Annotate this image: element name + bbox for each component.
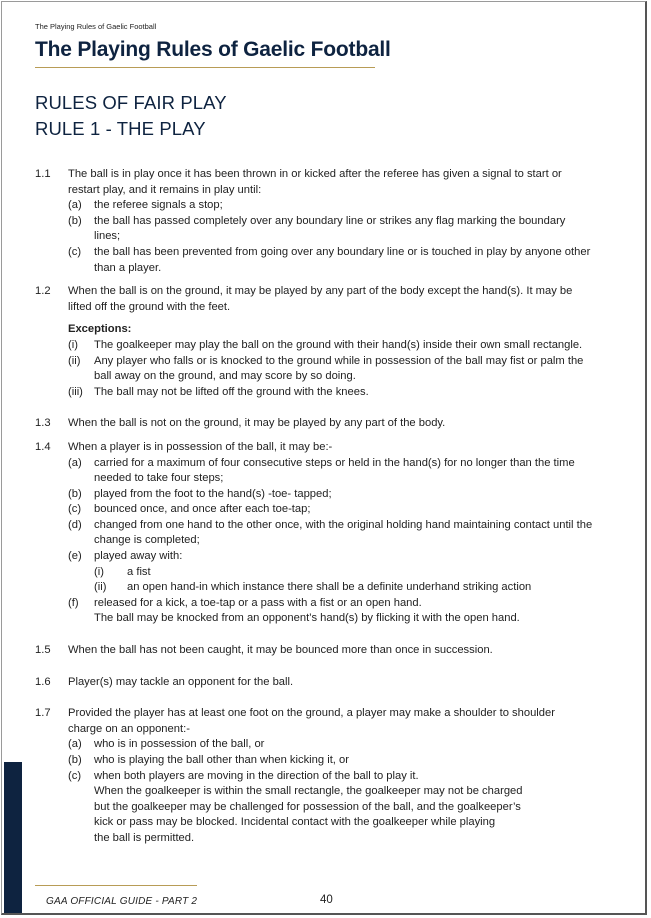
rule-1-7 [35,706,595,846]
list-item: (a) the referee signals a stop; [68,199,223,212]
list-item: (c) the ball has been prevented from going over any boundary line or is touched in play by anyone other than a player. [68,245,591,274]
list-item: (c) bounced once, and once after each toe-tap; [68,503,311,516]
list-item: (b) the ball has passed completely over any boundary line or strikes any flag marking the boundary lines; [68,214,566,243]
list-item: (e) played away with: [68,550,183,563]
rule-text: When the ball is not on the ground, it may be played by any part of the body. [68,417,446,430]
rule-1-5 [35,643,595,659]
rule-text: Player(s) may tackle an opponent for the ball. [68,675,294,688]
rule-title: RULE 1 - THE PLAY [35,118,206,139]
rule-number: 1.2 [35,285,51,298]
rule-text: When the ball has not been caught, it may be bounced more than once in succession. [68,644,493,657]
section-title: RULES OF FAIR PLAY [35,92,227,113]
rule-1-6 [35,675,595,691]
rule-number: 1.7 [35,707,51,720]
list-item: (b) played from the foot to the hand(s) -toe- tapped; [68,487,332,500]
list-item: (a) carried for a maximum of four consecutive steps or held in the hand(s) for no longer than the time needed to take four steps; [68,456,575,485]
page-title: The Playing Rules of Gaelic Football [35,38,391,61]
list-item-note: The ball may be knocked from an opponent’s hand(s) by flicking it with the open hand. [94,612,520,625]
rule-number: 1.3 [35,417,51,430]
footer-rule [35,885,197,886]
rule-1-3 [35,416,595,432]
list-item: (iii) The ball may not be lifted off the ground with the knees. [68,385,369,398]
rule-1-1 [35,167,595,276]
nested-list-item: (i) a fist [94,565,151,578]
list-item: (a) who is in possession of the ball, or [68,738,265,751]
page-number: 40 [320,894,333,906]
rule-number: 1.4 [35,440,51,453]
rule-1-4 [35,440,595,627]
list-item: (f) released for a kick, a toe-tap or a pass with a fist or an open hand. [68,596,422,609]
rule-number: 1.5 [35,644,51,657]
list-item: (d) changed from one hand to the other once, with the original holding hand maintaining contact until the change is completed; [68,518,593,547]
list-item: (ii) Any player who falls or is knocked to the ground while in possession of the ball may fist or palm the ball away on the ground, and may score by so doing. [68,354,584,383]
rule-number: 1.6 [35,675,51,688]
list-item: (b) who is playing the ball other than when kicking it, or [68,754,349,766]
list-item: (c) when both players are moving in the direction of the ball to play it. [68,769,419,782]
rule-text: When a player is in possession of the ball, it may be:- [68,440,333,453]
rules-content [35,167,595,847]
nested-list-item: (ii) an open hand-in which instance there shall be a definite underhand striking action [94,581,532,594]
rule-text: When the ball is on the ground, it may be played by any part of the body except the hand(s). It may be lifted off the ground with the feet. [68,285,573,313]
document-page [1,1,647,915]
rule-1-2 [35,284,595,400]
side-accent-bar [4,762,22,915]
running-head: The Playing Rules of Gaelic Football [35,22,157,31]
rule-text: Provided the player has at least one foot on the ground, a player may make a shoulder to shoulder charge on an opponent:- [68,707,555,735]
exceptions-label: Exceptions: [68,323,132,336]
list-item: (i) The goalkeeper may play the ball on the ground with their hand(s) inside their own small rectangle. [68,338,583,351]
rule-text: The ball is in play once it has been thrown in or kicked after the referee has given a signal to start or restart play, and it remains in play until: [68,168,562,196]
footer-label: GAA OFFICIAL GUIDE - PART 2 [46,896,198,907]
rule-number: 1.1 [35,168,51,180]
list-item-note: When the goalkeeper is within the small rectangle, the goalkeeper may not be charged but the goalkeeper may be challenged for possession of the ball, and the goalkeeper’s kick or pass may be blocked. Incidental contact with the goalkeeper while playing the ball is permitted. [94,785,523,844]
title-underline [35,67,375,68]
